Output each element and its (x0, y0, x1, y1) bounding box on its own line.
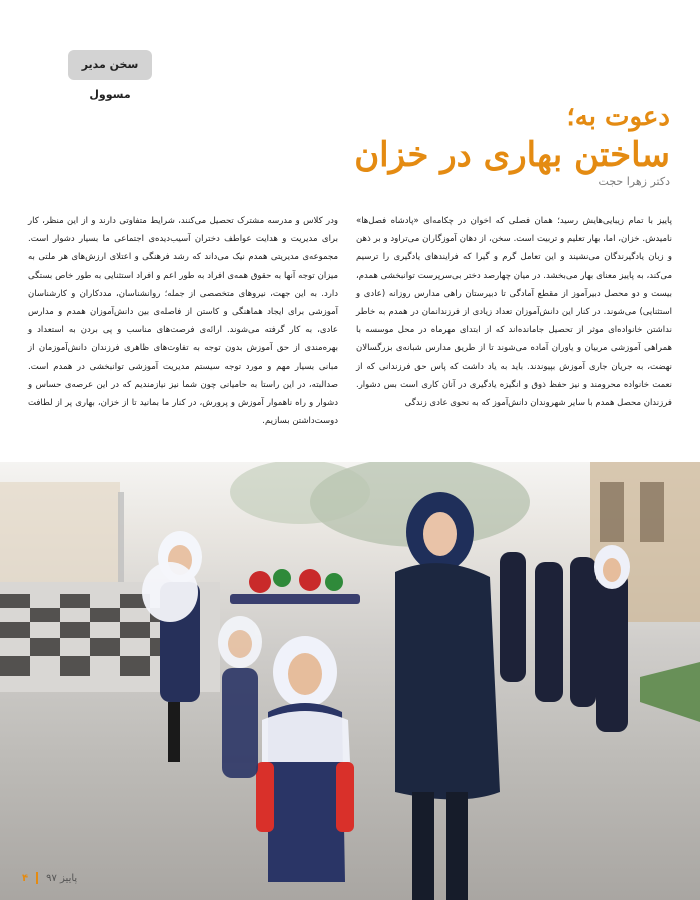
photo-illustration (0, 462, 700, 900)
article-column-right: پاییز با تمام زیبایی‌هایش رسید؛ همان فصلی که اخوان در چکامه‌ای «پادشاه فصل‌ها» نامیدش. خزان، اما، بهار تعلیم و تربیت است. سخن، از دهان آموزگاران می‌تراود و بر ذهن و زبان یادگیرندگان می‌نشیند و این تعامل گرم و گیرا که فرایندهای یادگیری را ترسیم می‌کند، به پاییز معنای بهار می‌بخشد. در میان چهارصد دختر بی‌سرپرست توانبخشی همدم، بیست و دو محصل دبیرآموز از مقطع آمادگی تا دبیرستان راهی مدارس روزانه (عادی و استثنایی) می‌شوند. در کنار این دانش‌آموزان تعداد زیادی از فرزندانمان در همدم به خاطر نداشتن خانواده‌ای موثر از تحصیل جامانده‌اند که از ابتدای مهرماه در محل موسسه با همراهی آموزشی مربیان و یاوران آماده می‌شوند تا از طریق مدارس شبانه‌ی بزرگسالان نهضت، به جریان جاری آموزش بپیوندند. باید به یاد داشت که پاس حق فرزندانی که از نعمت خانواده محرومند و نیز حفظ ذوق و انگیزه یادگیری در آنان کاری است بس دشوار. فرزندان محصل همدم با سایر شهروندان دانش‌آموز که به نحوی عادی زندگی (356, 216, 672, 409)
article-column-left: ودر کلاس و مدرسه مشترک تحصیل می‌کنند، شرایط متفاوتی دارند و از این منظر، کار برای مدیریت و هدایت عواطف دختران آسیب‌دیده‌ی اجتماعی ما بسیار دشوار است. مجموعه‌ی مدیریتی همدم نیک می‌داند که رشد فرهنگی و اعتلای ارزش‌های هر ملتی به میزان توجه آنها به حقوق همه‌ی افراد به طور اعم و افراد استثنایی به طور خاص بستگی دارد. به این جهت، نیروهای متخصصی از جمله؛ روانشناسان، مددکاران و کارشناسان آموزشی برای ایجاد هماهنگی و کاستن از فاصله‌ی بین دانش‌آموزان همدم و مدارس عادی، به کار گرفته می‌شوند. ارائه‌ی فرصت‌های مناسب و پی بردن به استعداد و بهره‌مندی از حق آموزش بدون توجه به تفاوت‌های ظاهری فرزندان دانش‌آموزمان از مبانی بسیار مهم و مورد توجه سیستم مدیریت آموزشی توانبخشی در همدم است. صدالبته، در این راستا به حامیانی چون شما نیز نیازمندیم که در این عرصه‌ی حساس و دشوار و راه ناهموار آموزش و پرورش، در کنار ما بمانید تا از خزان، بهاری پر از لطافت دوست‌داشتن بسازیم. (28, 216, 338, 427)
article-title (310, 100, 670, 176)
title-line-1: دعوت به؛ (566, 102, 670, 132)
author-byline: دکتر زهرا حجت (598, 175, 670, 188)
section-label: سخن مدیر مسوول (68, 50, 152, 80)
page-number: ۴ (22, 872, 29, 884)
title-line-2: ساختن بهاری در خزان (354, 135, 670, 175)
page-footer (22, 872, 77, 884)
footer-divider (36, 872, 38, 884)
issue-label: پاییز ۹۷ (46, 872, 78, 884)
article-photo (0, 462, 700, 900)
